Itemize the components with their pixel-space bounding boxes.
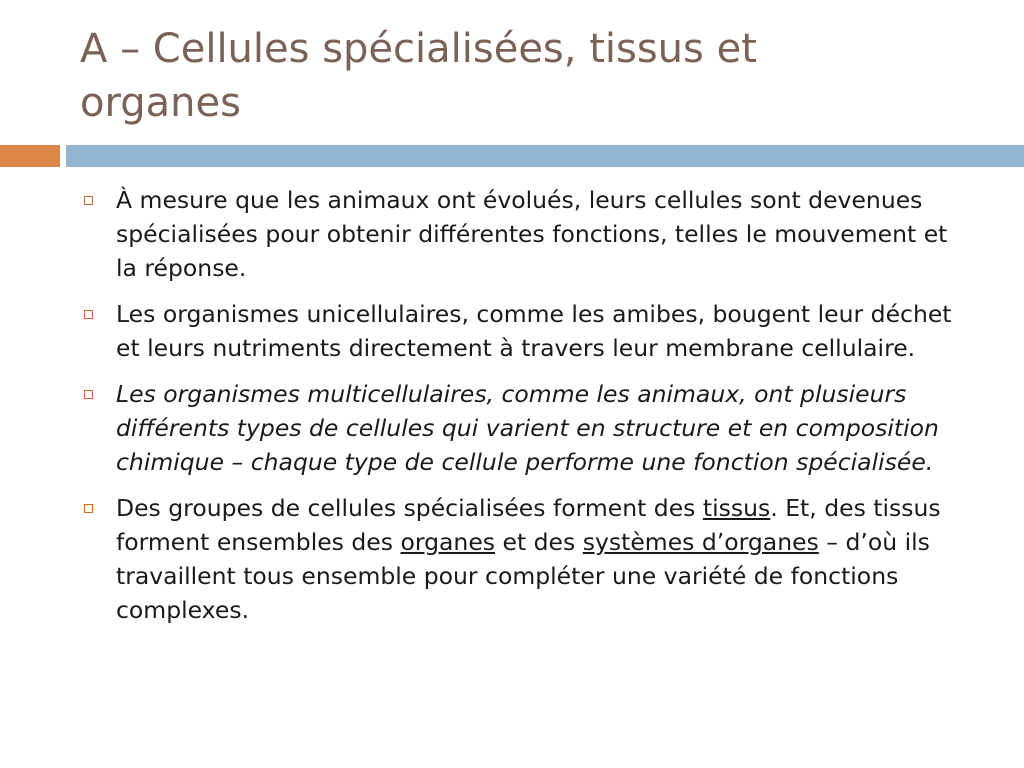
bullet-item-2 [82,297,962,365]
title-divider [0,145,1024,167]
bullet-item-3 [82,377,962,479]
slide-title [80,22,980,130]
bullet-4-part-4: – d’où ils travaillent tous ensemble pour compléter une variété de fonctions complexes. [116,528,930,624]
bullet-4-part-2: . Et, des tissus forment ensembles des [116,494,941,556]
bullet-text-1: À mesure que les animaux ont évolués, leurs cellules sont devenues spécialisées pour obtenir différentes fonctions, telles le mouvement et la réponse. [116,186,948,282]
bullet-text-2: Les organismes unicellulaires, comme les amibes, bougent leur déchet et leurs nutriments directement à travers leur membrane cellulaire. [116,300,952,362]
bullet-item-4 [82,491,962,627]
bullet-text-4 [116,494,941,624]
title-line-2: organes [80,80,241,126]
bullet-item-1 [82,183,962,285]
divider-bar-blue [66,145,1024,167]
divider-accent-orange [0,145,60,167]
bullet-4-part-3: et des [495,528,583,556]
term-organes: organes [400,528,496,556]
square-bullet-icon [84,196,93,205]
bullet-list [82,183,962,639]
square-bullet-icon [84,310,93,319]
term-tissus: tissus [702,494,771,522]
bullet-text-3: Les organismes multicellulaires, comme les animaux, ont plusieurs différents types de cellules qui varient en structure et en composition chimique – chaque type de cellule performe une fonction spécialisée. [116,380,939,476]
square-bullet-icon [84,504,93,513]
bullet-4-part-1: Des groupes de cellules spécialisées forment des [116,494,703,522]
square-bullet-icon [84,390,93,399]
term-systemes-organes: systèmes d’organes [582,528,819,556]
title-line-1: A – Cellules spécialisées, tissus et [80,26,757,72]
